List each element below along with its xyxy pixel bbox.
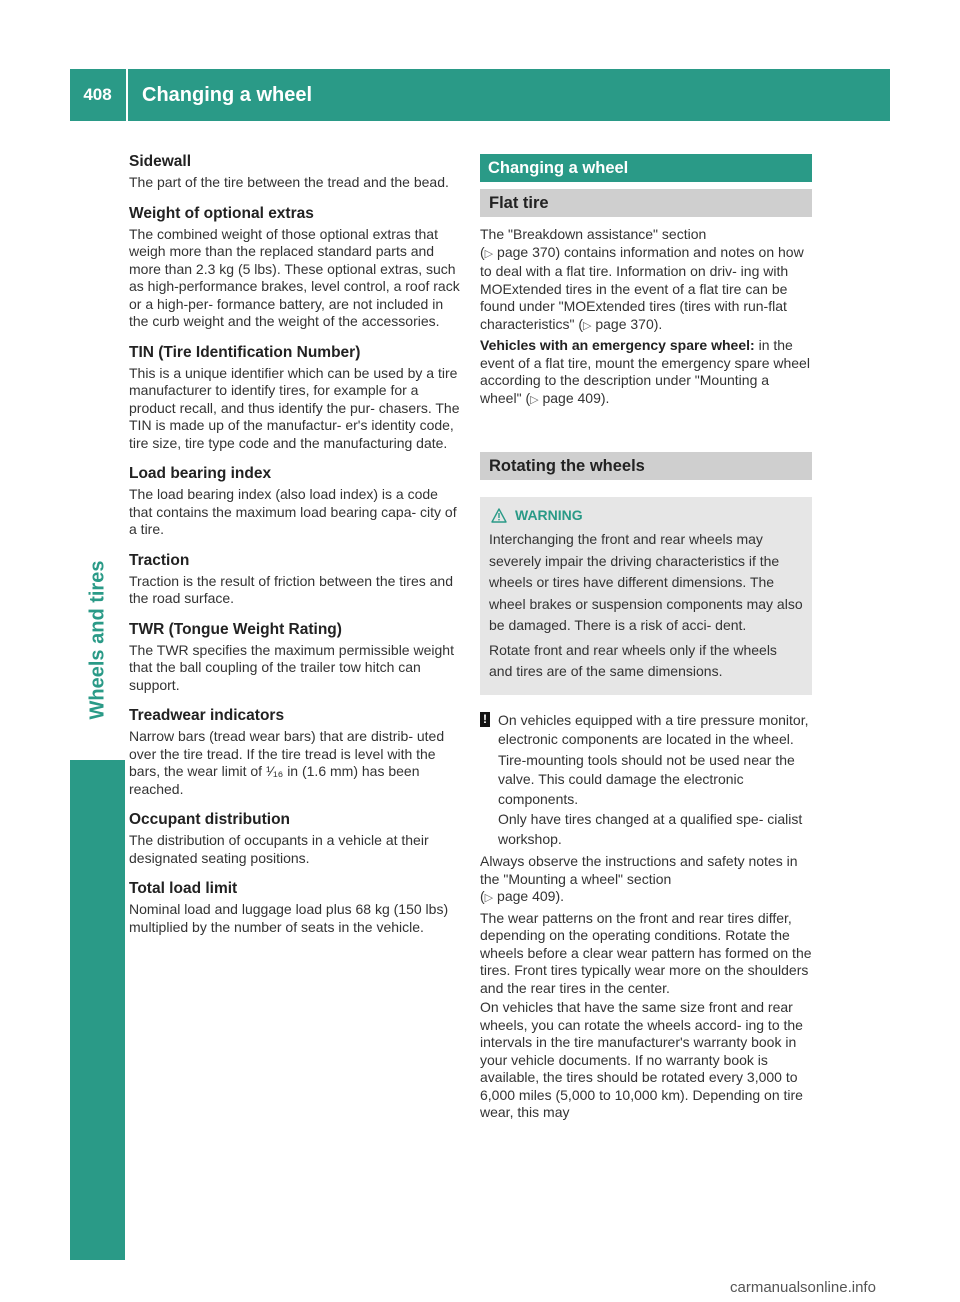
note-text-3: Only have tires changed at a qualified spe- cialist workshop. (498, 811, 803, 847)
term-load-bearing-index (129, 464, 461, 539)
warning-header (489, 507, 803, 523)
flat-tire-paragraph-1: The "Breakdown assistance" section (▷ page 370) contains information and notes on how to deal with a flat tire. Information on driv- ing with MOExtended tires in the event of a flat tire can be found under "MOExtended tires (tires with run-flat characteristics" (▷ page 370). (480, 226, 804, 332)
page-ref-link[interactable]: page 370 (497, 243, 556, 260)
note-block (480, 711, 812, 850)
warning-label: WARNING (515, 507, 583, 523)
term-text: This is a unique identifier which can be used by a tire manufacturer to identify tires, for example for a product recall, and thus identify the pur- chasers. The TIN is made up of the manufactur- er's identity code, tire size, tire type code and the manufacturing date. (129, 364, 460, 451)
page-number: 408 (83, 85, 112, 104)
warning-text-1: Interchanging the front and rear wheels may severely impair the driving characteristics if the wheels or tires have different dimensions. The wheel brakes or suspension components may also be damaged. There is a risk of acci- dent. (489, 531, 803, 633)
page-ref-arrow-icon: ▷ (484, 892, 494, 904)
section-heading-changing-wheel: Changing a wheel (480, 154, 812, 182)
term-total-load-limit (129, 879, 461, 936)
warning-triangle-icon (491, 508, 507, 523)
warning-box (480, 497, 812, 695)
exclamation-note-icon: ! (480, 712, 490, 727)
term-heading: Occupant distribution (129, 811, 291, 828)
term-treadwear-indicators (129, 706, 461, 798)
term-heading: Load bearing index (129, 465, 272, 482)
term-traction (129, 551, 461, 608)
term-text: The part of the tire between the tread and the bead. (129, 174, 449, 190)
text-run: ). (555, 888, 564, 904)
header-divider (126, 69, 128, 121)
term-text: The load bearing index (also load index) is a code that contains the maximum load bearing capa- city of a tire. (129, 486, 457, 537)
rotating-paragraph-3: On vehicles that have the same size front and rear wheels, you can rotate the wheels accord- ing to the intervals in the tire manufacturer's warranty book in your vehicle documents. If no warranty book is available, the tires should be rotated every 3,000 to 6,000 miles (5,000 to 10,000 km). Depending on tire wear, this may (480, 999, 803, 1120)
page-ref-link[interactable]: page 409 (542, 389, 601, 406)
left-column (129, 152, 461, 948)
subsection-heading-flat-tire: Flat tire (480, 189, 812, 217)
term-occupant-distribution (129, 810, 461, 867)
term-heading: Sidewall (129, 153, 192, 170)
rotating-paragraph-2: The wear patterns on the front and rear tires differ, depending on the operating conditions. Rotate the wheels before a clear wear pattern has formed on the tires. Front tires typically wear more on the shoulders and the rear tires in the center. (480, 909, 812, 996)
term-text: The distribution of occupants in a vehicle at their designated seating positions. (129, 832, 429, 866)
term-heading: Traction (129, 551, 190, 569)
term-heading: Total load limit (129, 880, 238, 897)
footer-watermark: carmanualsonline.info (730, 1279, 876, 1296)
text-run: ). (600, 389, 610, 406)
term-heading: TWR (Tongue Weight Rating) (129, 620, 342, 638)
term-heading: TIN (Tire Identification Number) (129, 343, 361, 361)
term-weight-optional-extras (129, 204, 461, 331)
warning-text-2: Rotate front and rear wheels only if the wheels and tires are of the same dimensions. (489, 641, 777, 679)
text-run: Always observe the instructions and safety notes in the "Mounting a wheel" section (480, 853, 798, 887)
text-run: ) contains information and notes on how to deal with a flat tire. Information on driv- ing with MOExtended tires in the event of a flat tire can be found under "MOExtended tires (tires with run-flat characteristics" ( (480, 243, 804, 332)
page-title: Changing a wheel (142, 84, 313, 106)
rotating-paragraph-1: Always observe the instructions and safety notes in the "Mounting a wheel" section (▷ page 409). (480, 853, 798, 904)
chapter-side-label: Wheels and tires (86, 560, 109, 720)
term-tin (129, 343, 461, 453)
flat-tire-paragraph-2 (480, 337, 812, 409)
term-text: The combined weight of those optional extras that weigh more than the replaced standard parts and more than 2.3 kg (5 lbs). These optional extras, such as high-performance brakes, level control, a roof rack or a high-per- formance battery, are not included in the curb weight and the weight of the accessories. (129, 225, 460, 329)
bold-lead: Vehicles with an emergency spare wheel: (480, 337, 755, 353)
page-ref-link[interactable]: page 409 (497, 888, 556, 904)
note-text-2: Tire-mounting tools should not be used near the valve. This could damage the electronic components. (498, 751, 795, 807)
term-heading: Weight of optional extras (129, 204, 314, 222)
term-text: Traction is the result of friction between the tires and the road surface. (129, 572, 453, 606)
text-run: The "Breakdown assistance" section (480, 226, 707, 242)
note-text-1: On vehicles equipped with a tire pressure monitor, electronic components are located in the wheel. (498, 711, 809, 747)
term-text: The TWR specifies the maximum permissible weight that the ball coupling of the trailer tow hitch can support. (129, 641, 454, 693)
text-run: ). (653, 315, 663, 332)
page-ref-link[interactable]: page 370 (595, 315, 654, 332)
subsection-heading-rotating-wheels: Rotating the wheels (480, 452, 812, 480)
term-sidewall (129, 152, 461, 192)
text-run: in the event of a flat tire, mount the emergency spare wheel according to the description under "Mounting a wheel" ( (480, 337, 810, 406)
term-heading: Treadwear indicators (129, 707, 285, 724)
term-text: Narrow bars (tread wear bars) that are distrib- uted over the tire tread. If the tire tread is level with the bars, the wear limit of ¹⁄₁₆ in (1.6 mm) has been reached. (129, 728, 445, 797)
term-text: Nominal load and luggage load plus 68 kg (150 lbs) multiplied by the number of seats in the vehicle. (129, 901, 449, 935)
page-ref-arrow-icon: ▷ (484, 247, 494, 260)
page-ref-arrow-icon: ▷ (583, 319, 592, 332)
page-ref-arrow-icon: ▷ (530, 393, 539, 406)
term-twr (129, 620, 461, 695)
chapter-side-block (70, 760, 125, 1260)
right-column (480, 154, 812, 1124)
